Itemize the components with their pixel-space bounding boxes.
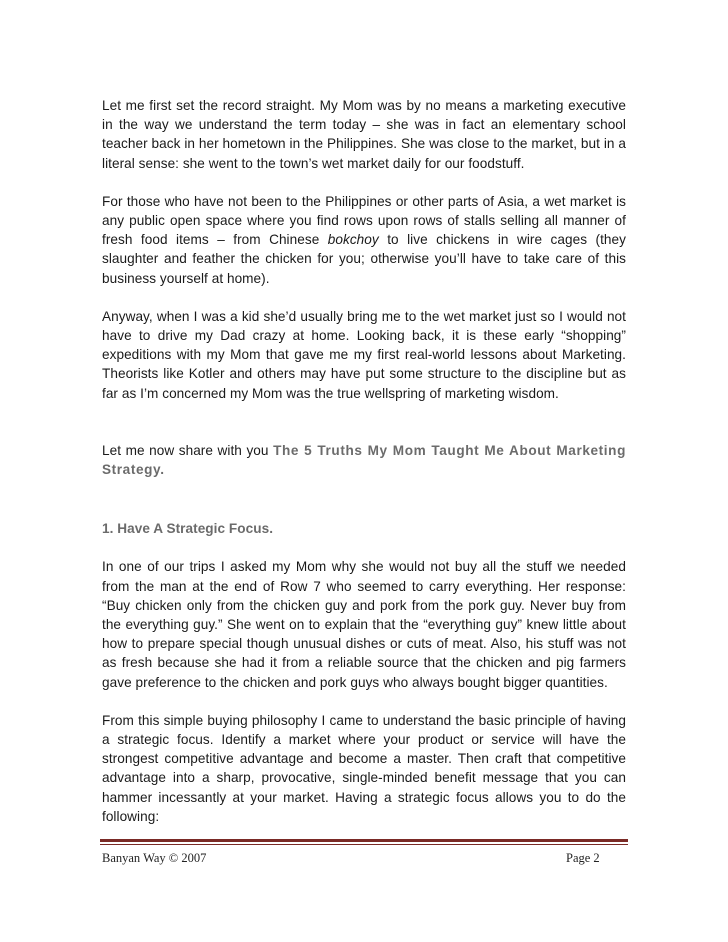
truths-period: . — [160, 462, 165, 478]
paragraph-wet-market-text-2: to live chickens in wire cages (they slaughter and feather the chicken for you; otherwise you’ll have to take care of this business yourself at home). — [102, 232, 626, 286]
paragraph-truths-intro — [102, 441, 626, 479]
paragraph-strategic-focus: From this simple buying philosophy I came to understand the basic principle of having a strategic focus. Identify a market where your product or service will have the strongest competitive advantage and become a master. Then craft that competitive advantage into a sharp, provocative, single-minded benefit message that you can hammer incessantly at your market. Having a strategic focus allows you to do the following: — [102, 712, 626, 824]
paragraph-childhood: Anyway, when I was a kid she’d usually bring me to the wet market just so I would not have to drive my Dad crazy at home. Looking back, it is these early “shopping” expeditions with my Mom that gave me my first real-world lessons about Marketing. Theorists like Kotler and others may have put some structure to the discipline but as far as I’m concerned my Mom was the true wellspring of marketing wisdom. — [102, 308, 626, 401]
paragraph-truths-text: Let me now share with you — [102, 442, 274, 458]
bokchoy-emphasis: bokchoy — [327, 232, 379, 248]
paragraph-wet-market-text-1: For those who have not been to the Philippines or other parts of Asia, a wet market is any public open space where you find rows upon rows of stalls selling all manner of fresh food items – from Chinese — [102, 193, 626, 248]
section-heading: 1. Have A Strategic Focus. — [102, 521, 274, 537]
footer-page-number: Page 2 — [566, 851, 600, 865]
truths-highlight: The 5 Truths My Mom Taught Me About Marketing Strategy — [102, 442, 626, 478]
paragraph-everything-guy: In one of our trips I asked my Mom why she would not buy all the stuff we needed from the man at the end of Row 7 who seemed to carry everything. Her response: “Buy chicken only from the chicken guy and pork from the pork guy. Never buy from the everything guy.” She went on to explain that the “everything guy” knew little about how to prepare special though unusual dishes or cuts of meat. Also, his stuff was not as fresh because she had it from a reliable source that the chicken and pig farmers gave preference to the chicken and pork guys who always bought bigger quantities. — [102, 559, 626, 690]
footer-copyright: Banyan Way © 2007 — [102, 851, 207, 865]
document-body — [102, 96, 626, 826]
footer-rule-thin — [100, 844, 628, 845]
paragraph-intro: Let me first set the record straight. My Mom was by no means a marketing executive in the way we understand the term today – she was in fact an elementary school teacher back in her hometown in the Philippines. She was close to the market, but in a literal sense: she went to the town’s wet market daily for our foodstuff. — [102, 98, 626, 171]
footer-rule-thick — [100, 839, 628, 842]
paragraph-wet-market — [102, 192, 626, 288]
